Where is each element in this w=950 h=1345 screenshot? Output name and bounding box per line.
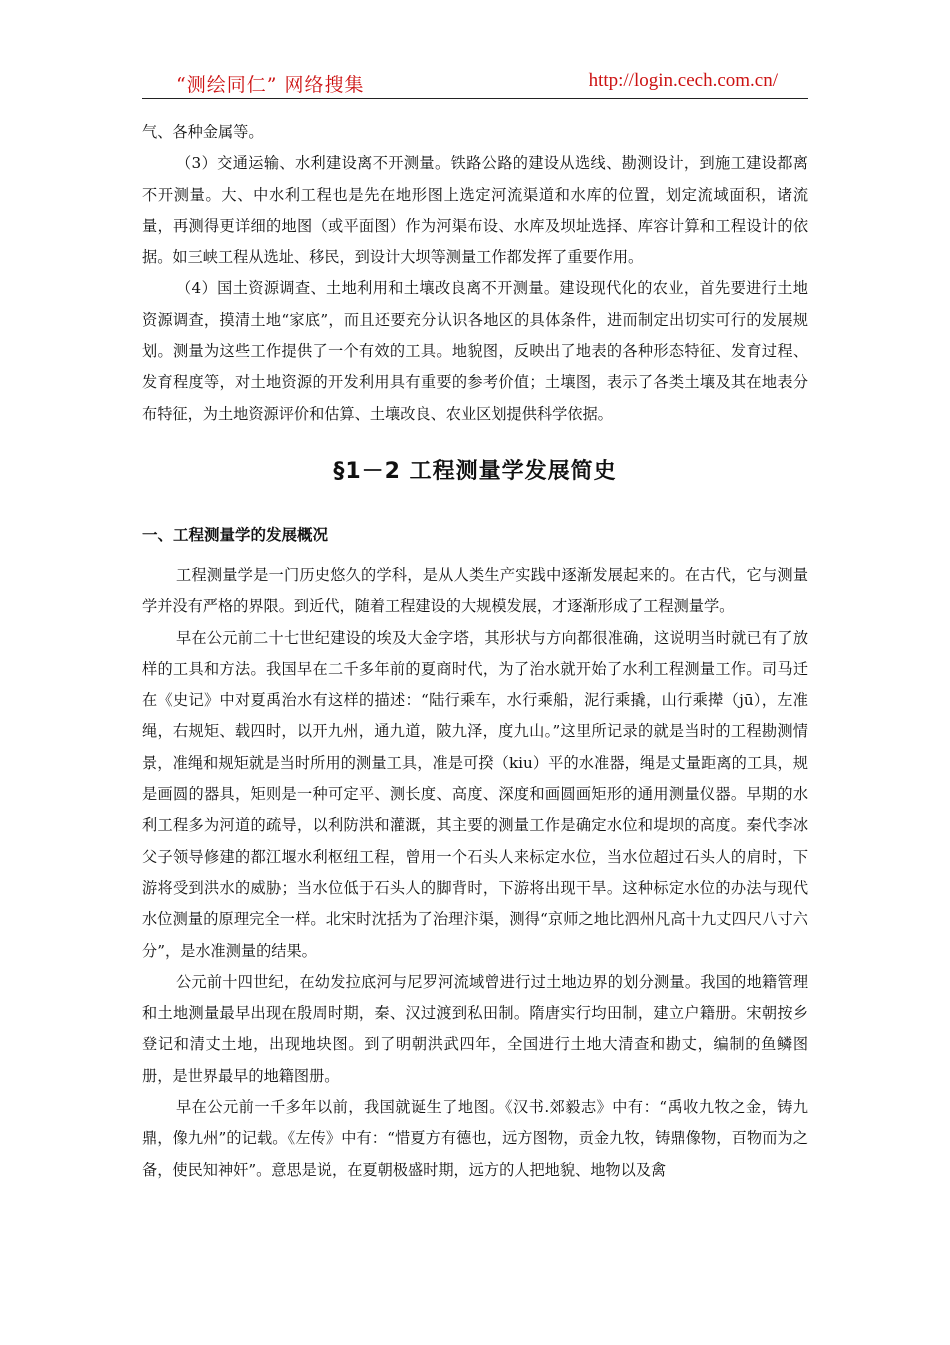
paragraph: 工程测量学是一门历史悠久的学科，是从人类生产实践中逐渐发展起来的。在古代，它与测量学并没有严格的界限。到近代，随着工程建设的大规模发展，才逐渐形成了工程测量学。 [142,565,808,616]
header-source-label: “测绘同仁” 网络搜集 [176,74,365,96]
page-header [142,66,808,99]
section-title: §1－2 工程测量学发展简史 [333,458,617,484]
paragraph: 公元前十四世纪，在幼发拉底河与尼罗河流域曾进行过土地边界的划分测量。我国的地籍管理和土地测量最早出现在殷周时期，秦、汉过渡到私田制。隋唐实行均田制，建立户籍册。宋朝按乡登记和清丈土地，出现地块图。到了明朝洪武四年，全国进行土地大清查和勘丈，编制的鱼鳞图册，是世界最早的地籍图册。 [142,972,808,1085]
page-body [142,117,808,1186]
paragraph: 早在公元前一千多年以前，我国就诞生了地图。《汉书.郊毅志》中有：“禹收九牧之金，铸九鼎，像九州”的记载。《左传》中有：“惜夏方有德也，远方图物，贡金九牧，铸鼎像物，百物而为之备，使民知神奸”。意思是说，在夏朝极盛时期，远方的人把地貌、地物以及禽 [142,1098,808,1179]
paragraph: 早在公元前二十七世纪建设的埃及大金字塔，其形状与方向都很准确，这说明当时就已有了放样的工具和方法。我国早在二千多年前的夏商时代，为了治水就开始了水利工程测量工作。司马迁在《史记》中对夏禹治水有这样的描述：“陆行乘车，水行乘船，泥行乘撬，山行乘撵（jū），左准绳，右规矩、载四时，以开九州，通九道，陂九泽，度九山。”这里所记录的就是当时的工程勘测情景，准绳和规矩就是当时所用的测量工具，准是可揆（kiu）平的水准器，绳是丈量距离的工具，规是画圆的器具，矩则是一种可定平、测长度、高度、深度和画圆画矩形的通用测量仪器。早期的水利工程多为河道的疏导，以利防洪和灌溉，其主要的测量工作是确定水位和堤坝的高度。秦代李冰父子领导修建的都江堰水利枢纽工程，曾用一个石头人来标定水位，当水位超过石头人的肩时，下游将受到洪水的威胁；当水位低于石头人的脚背时，下游将出现干旱。这种标定水位的办法与现代水位测量的原理完全一样。北宋时沈括为了治理汴渠，测得“京师之地比泗州凡高十九丈四尺八寸六分”，是水准测量的结果。 [142,628,808,960]
paragraph: （3）交通运输、水利建设离不开测量。铁路公路的建设从选线、勘测设计，到施工建设都离不开测量。大、中水利工程也是先在地形图上选定河流渠道和水库的位置，划定流域面积，诸流量，再测得更详细的地图（或平面图）作为河渠布设、水库及坝址选择、库容计算和工程设计的依据。如三峡工程从选址、移民，到设计大坝等测量工作都发挥了重要作用。 [142,154,808,267]
paragraph: 气、各种金属等。 [142,123,264,141]
header-url[interactable]: http://login.cech.com.cn/ [588,70,778,91]
paragraph: （4）国土资源调查、土地利用和土壤改良离不开测量。建设现代化的农业，首先要进行土地资源调查，摸清土地“家底”，而且还要充分认识各地区的具体条件，进而制定出切实可行的发展规划。测量为这些工作提供了一个有效的工具。地貌图，反映出了地表的各种形态特征、发育过程、发育程度等，对土地资源的开发利用具有重要的参考价值；土壤图，表示了各类土壤及其在地表分布特征，为土地资源评价和估算、土壤改良、农业区划提供科学依据。 [142,279,808,423]
subheading: 一、工程测量学的发展概况 [142,525,329,544]
